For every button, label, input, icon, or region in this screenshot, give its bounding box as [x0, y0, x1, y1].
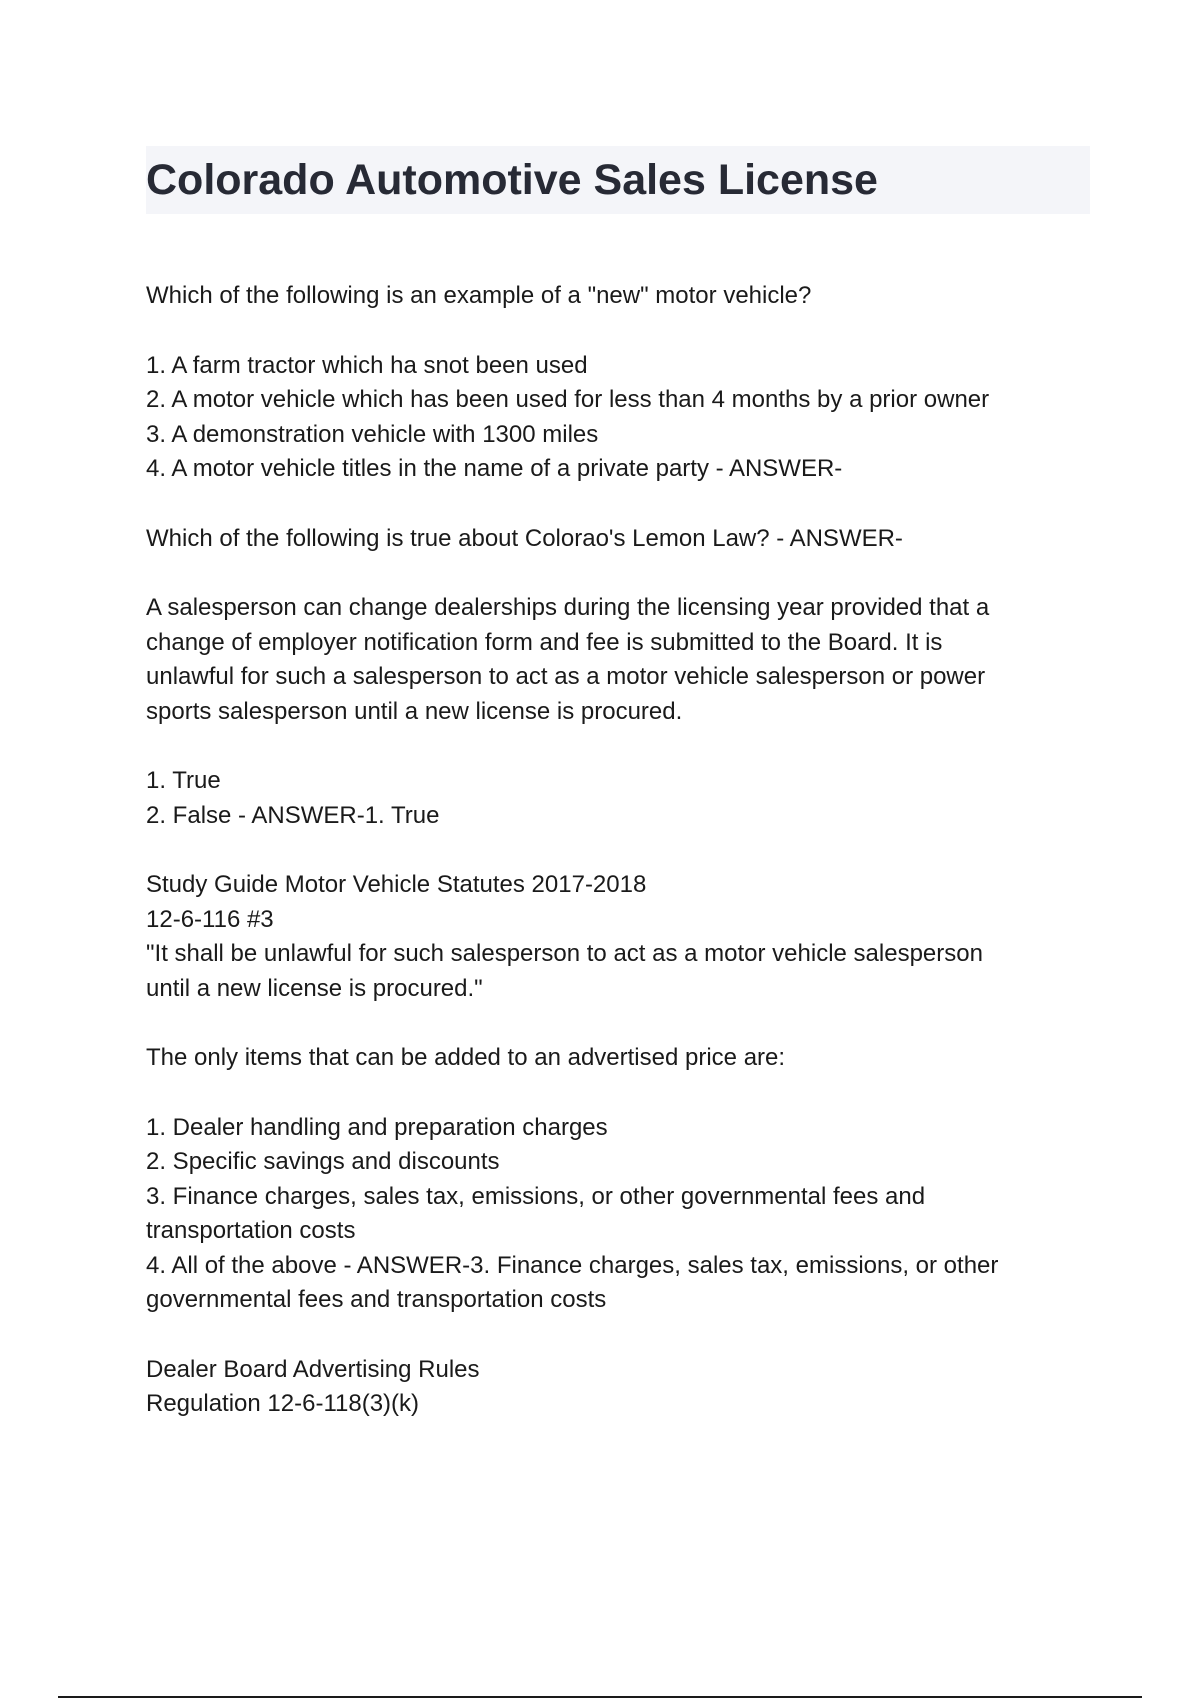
- question-3-reference: [146, 868, 1092, 1006]
- text-line: "It shall be unlawful for such salesperson to act as a motor vehicle salesperson: [146, 940, 983, 967]
- document-body: [146, 279, 1092, 1422]
- text-line: 1. A farm tractor which ha snot been used: [146, 351, 588, 379]
- question-3: [146, 591, 1092, 729]
- text-line: sports salesperson until a new license is procured.: [146, 697, 683, 725]
- question-1-options: [146, 349, 1092, 487]
- question-4-reference: [146, 1353, 1092, 1422]
- text-line: Study Guide Motor Vehicle Statutes 2017-2018: [146, 871, 647, 898]
- text-line: change of employer notification form and fee is submitted to the Board. It is: [146, 628, 943, 656]
- text-line: 1. Dealer handling and preparation charges: [146, 1113, 608, 1141]
- text-line: 12-6-116 #3: [146, 905, 274, 933]
- text-line: 3. A demonstration vehicle with 1300 miles: [146, 420, 599, 448]
- text-line: Which of the following is true about Colorao's Lemon Law? - ANSWER-: [146, 524, 903, 552]
- text-line: governmental fees and transportation costs: [146, 1286, 607, 1313]
- question-3-options: [146, 764, 1092, 833]
- text-line: transportation costs: [146, 1217, 356, 1244]
- text-line: 2. False - ANSWER-1. True: [146, 801, 440, 829]
- text-line: 4. A motor vehicle titles in the name of a private party - ANSWER-: [146, 455, 843, 482]
- text-line: Which of the following is an example of a "new" motor vehicle?: [146, 282, 812, 309]
- text-line: until a new license is procured.": [146, 974, 483, 1002]
- text-line: 4. All of the above - ANSWER-3. Finance charges, sales tax, emissions, or other: [146, 1251, 999, 1279]
- question-4: [146, 1041, 1092, 1076]
- text-line: The only items that can be added to an advertised price are:: [146, 1044, 786, 1071]
- question-2: [146, 522, 1092, 557]
- text-line: 2. A motor vehicle which has been used for less than 4 months by a prior owner: [146, 386, 990, 413]
- text-line: unlawful for such a salesperson to act as a motor vehicle salesperson or power: [146, 663, 986, 690]
- question-1: [146, 279, 1092, 314]
- text-line: Regulation 12-6-118(3)(k): [146, 1390, 420, 1417]
- text-line: 3. Finance charges, sales tax, emissions, or other governmental fees and: [146, 1182, 926, 1210]
- text-line: 2. Specific savings and discounts: [146, 1148, 500, 1175]
- text-line: 1. True: [146, 767, 221, 794]
- footer-divider: [58, 1696, 1142, 1698]
- text-line: A salesperson can change dealerships during the licensing year provided that a: [146, 594, 990, 621]
- text-line: Dealer Board Advertising Rules: [146, 1355, 480, 1383]
- title-banner: [146, 146, 1090, 214]
- question-4-options: [146, 1111, 1092, 1318]
- page-title: Colorado Automotive Sales License: [146, 156, 878, 204]
